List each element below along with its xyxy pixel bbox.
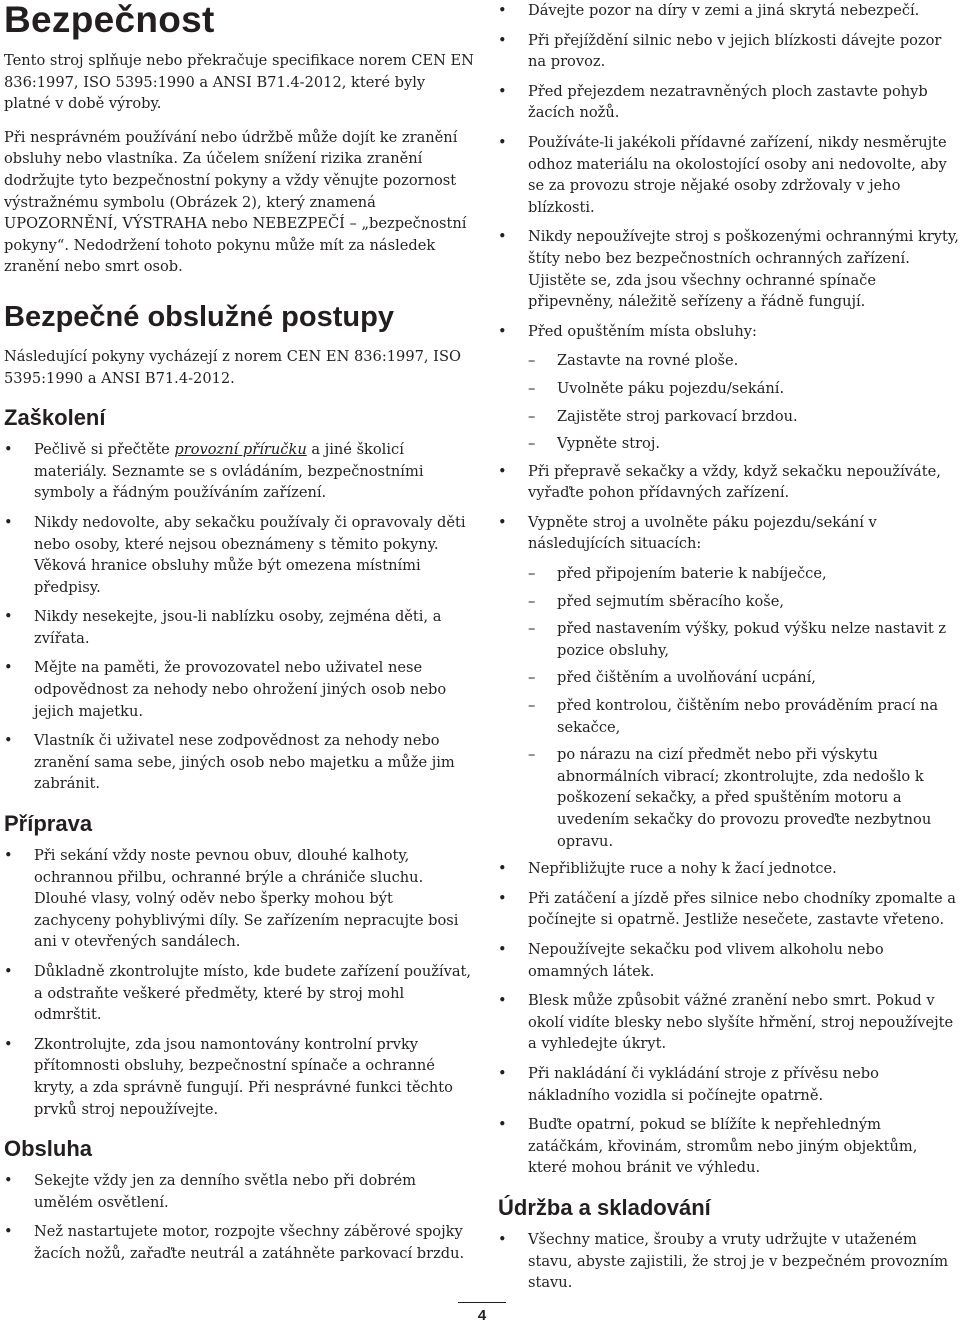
list-item (498, 858, 960, 880)
list-item-text: Uvolněte páku pojezdu/sekání. (557, 379, 785, 397)
list-item-text: Blesk může způsobit vážné zranění nebo smrt. Pokud v okolí vidíte blesky nebo slyšíte hřmění, stroj nepoužívejte a vyhledejte úkryt. (528, 992, 954, 1053)
list-item (498, 939, 960, 982)
list-item (498, 461, 960, 504)
list-item-text: Při přepravě sekačky a vždy, když sekačku nepoužíváte, vyřaďte pohon přídavných zařízení. (528, 462, 941, 502)
list-item (4, 961, 474, 1026)
bullet-glyph: • (4, 608, 13, 626)
intro-paragraph-warning: Při nesprávném používání nebo údržbě může dojít ke zranění obsluhy nebo vlastníka. Za účelem snížení rizika zranění dodržujte tyto bezpečnostní pokyny a vždy věnujte pozornost výstražnému symbolu (Obrázek 2), který znamená UPOZORNĚNÍ, VÝSTRAHA nebo NEBEZPEČÍ – „bezpečnostní pokyny“. Nedodržení tohoto pokynu může mít za následek zranění nebo smrt osob. (4, 128, 467, 276)
bullet-glyph: • (4, 513, 13, 531)
list-item (498, 30, 960, 73)
footer-rule (458, 1302, 506, 1303)
intro-paragraph-standards: Tento stroj splňuje nebo překračuje specifikace norem CEN EN 836:1997, ISO 5395:1990 a ANSI B71.4-2012, které byly platné v době výroby. (4, 52, 474, 113)
training-list (4, 439, 474, 795)
bullet-glyph: • (4, 963, 13, 980)
bullet-glyph: • (498, 992, 507, 1010)
dash-glyph: – (528, 435, 536, 453)
list-item-text: Pečlivě si přečtěte (34, 441, 175, 459)
dash-glyph: – (528, 565, 536, 583)
operation-list (4, 1170, 474, 1264)
sub-list-item (498, 378, 960, 400)
dash-glyph: – (528, 746, 536, 764)
dash-glyph: – (528, 407, 536, 425)
list-item-text: Dávejte pozor na díry v zemi a jiná skrytá nebezpečí. (528, 2, 920, 19)
section-heading-maintenance: Údržba a skladování (498, 1194, 711, 1220)
list-item (4, 1034, 474, 1120)
sub-list-item (498, 433, 960, 455)
bullet-glyph: • (498, 940, 507, 958)
list-item-text: Zastavte na rovné ploše. (557, 352, 739, 370)
list-item-text: Sekejte vždy jen za denního světla nebo při dobrém umělém osvětlení. (34, 1172, 417, 1211)
maintenance-list (498, 1229, 960, 1294)
bullet-glyph: • (4, 1172, 13, 1190)
dash-glyph: – (528, 697, 536, 715)
left-column (4, 0, 474, 1273)
list-item-text: Mějte na paměti, že provozovatel nebo uživatel nese odpovědnost za nehody nebo ohrožení jiných osob nebo jejich majetku. (34, 659, 447, 720)
bullet-glyph: • (498, 1064, 507, 1082)
dash-glyph: – (528, 379, 536, 397)
manual-reference-link: provozní příručku (174, 441, 307, 459)
list-item-text: po nárazu na cizí předmět nebo při výskytu abnormálních vibrací; zkontrolujte, zda nedošlo k poškození sekačky, a před spuštěním motoru a uvedením sekačky do provozu proveďte nezbytnou opravu. (557, 746, 932, 850)
list-item (498, 226, 960, 312)
bullet-glyph: • (4, 441, 13, 459)
list-item (498, 1063, 960, 1106)
list-item-text: Před přejezdem nezatravněných ploch zastavte pohyb žacích nožů. (528, 82, 928, 122)
list-item (498, 1229, 960, 1294)
list-item-text: Před opuštěním místa obsluhy: (528, 322, 757, 340)
bullet-glyph: • (498, 1116, 507, 1134)
list-item-text: Důkladně zkontrolujte místo, kde budete zařízení používat, a odstraňte veškeré předměty, které by stroj mohl odmrštit. (34, 963, 472, 1024)
preparation-list (4, 845, 474, 1120)
list-item (498, 888, 960, 931)
list-item-text: Nikdy nepoužívejte stroj s poškozenými ochrannými kryty, štíty nebo bez bezpečnostních ochranných zařízení. Ujistěte se, zda jsou všechny ochranné spínače připevněny, náležitě seřízeny a řádně fungují. (528, 228, 959, 311)
page-title: Bezpečnost (4, 0, 215, 40)
list-item-text: Vypněte stroj a uvolněte páku pojezdu/sekání v následujících situacích: (528, 513, 877, 553)
list-item (498, 990, 960, 1055)
right-column (498, 0, 960, 1302)
bullet-glyph: • (498, 513, 507, 531)
bullet-glyph: • (4, 1035, 13, 1053)
sub-list-item (498, 618, 960, 661)
bullet-glyph: • (4, 659, 13, 677)
list-item-text: Při přejíždění silnic nebo v jejich blízkosti dávejte pozor na provoz. (528, 31, 942, 71)
list-item-text: Nikdy nedovolte, aby sekačku používaly či opravovaly děti nebo osoby, které nejsou obeznámeny s těmito pokyny. Věková hranice obsluhy může být omezena místními předpisy. (34, 513, 466, 596)
bullet-glyph: • (498, 82, 507, 100)
bullet-glyph: • (498, 2, 507, 19)
list-item-text: Zajistěte stroj parkovací brzdou. (557, 407, 798, 425)
list-item (498, 512, 960, 555)
sub-list-item (498, 695, 960, 738)
list-item (498, 132, 960, 218)
list-item-text: před sejmutím sběracího koše, (557, 592, 785, 610)
bullet-glyph: • (498, 860, 507, 878)
list-item (4, 1170, 474, 1213)
list-item-text: Než nastartujete motor, rozpojte všechny záběrové spojky žacích nožů, zařaďte neutrál a zatáhněte parkovací brzdu. (34, 1223, 465, 1262)
section-heading-operation: Obsluha (4, 1136, 93, 1162)
bullet-glyph: • (4, 847, 13, 865)
sub-list-item (498, 563, 960, 585)
bullet-glyph: • (498, 1230, 507, 1248)
bullet-glyph: • (498, 462, 507, 480)
sub-list-item (498, 667, 960, 689)
bullet-glyph: • (498, 889, 507, 907)
list-item (4, 1221, 474, 1264)
dash-glyph: – (528, 352, 536, 370)
list-item-text: Nepřibližujte ruce a nohy k žací jednotce. (528, 860, 837, 878)
list-item-text: Při nakládání či vykládání stroje z přívěsu nebo nákladního vozidla si počínejte opatrně. (528, 1064, 879, 1104)
list-item-text: Všechny matice, šrouby a vruty udržujte v utaženém stavu, abyste zajistili, že stroj je v bezpečném provozním stavu. (528, 1230, 949, 1292)
section-heading-preparation: Příprava (4, 811, 93, 837)
bullet-glyph: • (498, 228, 507, 246)
dash-glyph: – (528, 669, 536, 687)
list-item-text: před kontrolou, čištěním nebo prováděním prací na sekačce, (557, 697, 939, 736)
list-item-text: před připojením baterie k nabíječce, (557, 565, 827, 583)
list-item-text: Při zatáčení a jízdě přes silnice nebo chodníky zpomalte a počínejte si opatrně. Jestliže nesečete, zastavte vřeteno. (528, 889, 956, 929)
list-item (4, 512, 474, 598)
list-item-text: před čištěním a uvolňování ucpání, (557, 669, 816, 687)
list-item-text: a jiné školicí materiály. Seznamte se s ovládáním, bezpečnostními symboly a řádným používáním zařízení. (34, 441, 424, 502)
list-item-text: před nastavením výšky, pokud výšku nelze nastavit z pozice obsluhy, (557, 620, 947, 659)
list-item-text: Nepoužívejte sekačku pod vlivem alkoholu nebo omamných látek. (528, 940, 884, 980)
sub-list-item (498, 350, 960, 372)
list-item (498, 81, 960, 124)
intro-paragraph-norms: Následující pokyny vycházejí z norem CEN EN 836:1997, ISO 5395:1990 a ANSI B71.4-2012. (4, 347, 461, 387)
operation-list-continued (498, 0, 960, 1179)
page-number: 4 (477, 1307, 487, 1324)
dash-glyph: – (528, 620, 536, 638)
list-item (498, 0, 960, 22)
section-heading-training: Zaškolení (4, 405, 106, 431)
list-item (4, 657, 474, 722)
dash-glyph: – (528, 592, 536, 610)
list-item-text: Při sekání vždy noste pevnou obuv, dlouhé kalhoty, ochrannou přilbu, ochranné brýle a chrániče sluchu. Dlouhé vlasy, volný oděv nebo šperky mohou být zachyceny pohyblivými díly. Se zařízením nepracujte bosi ani v otevřených sandálech. (34, 847, 459, 951)
bullet-glyph: • (4, 732, 13, 750)
section-heading-safe-practices: Bezpečné obslužné postupy (4, 300, 394, 333)
bullet-glyph: • (4, 1223, 13, 1241)
list-item-text: Vlastník či uživatel nese zodpovědnost za nehody nebo zranění sama sebe, jiných osob nebo majetku a může jim zabránit. (34, 732, 455, 793)
sub-list-item (498, 744, 960, 852)
list-item (4, 606, 474, 649)
bullet-glyph: • (498, 322, 507, 340)
list-item (4, 845, 474, 953)
list-item (4, 439, 474, 504)
sub-list-item (498, 591, 960, 613)
list-item-text: Zkontrolujte, zda jsou namontovány kontrolní prvky přítomnosti obsluhy, bezpečnostní spínače a ochranné kryty, a zda správně fungují. Při nesprávné funkci těchto prvků stroj nepoužívejte. (34, 1035, 453, 1118)
bullet-glyph: • (498, 31, 507, 49)
list-item-text: Nikdy nesekejte, jsou-li nablízku osoby, zejména děti, a zvířata. (34, 608, 442, 647)
bullet-glyph: • (498, 133, 507, 151)
list-item-text: Buďte opatrní, pokud se blížíte k nepřehledným zatáčkám, křovinám, stromům nebo jiným objektům, které mohou bránit ve výhledu. (528, 1116, 918, 1177)
sub-list-item (498, 406, 960, 428)
list-item-text: Používáte-li jakékoli přídavné zařízení, nikdy nesměrujte odhoz materiálu na okolostojící osoby ani nedovolte, aby se za provozu stroje nějaké osoby zdržovaly v jeho blízkosti. (528, 133, 947, 216)
list-item (498, 321, 960, 343)
list-item (4, 730, 474, 795)
list-item (498, 1114, 960, 1179)
list-item-text: Vypněte stroj. (557, 435, 660, 453)
